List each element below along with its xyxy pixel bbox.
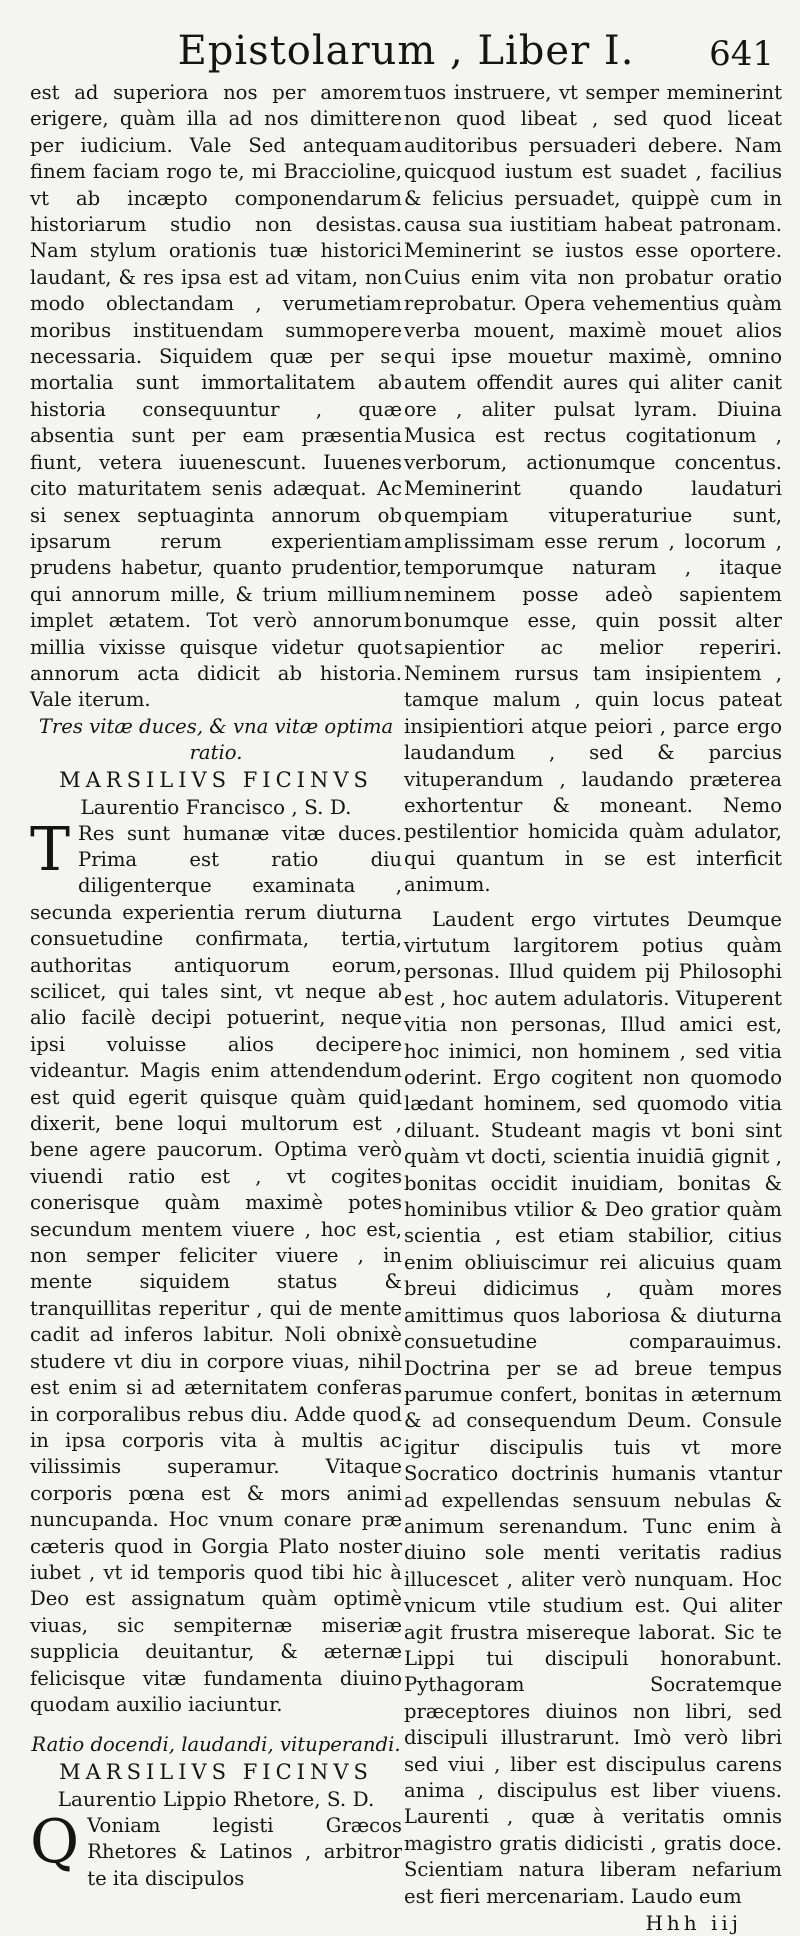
letter-continuation: est ad superiora nos per amorem erigere, quàm illa ad nos dimittere per iudicium. Vale Sed antequam finem faciam rogo te, mi Braccioline, vt ab incæpto componendarum historiarum studio non desistas. Nam stylum orationis tuæ historici laudant, & res ipsa est ad vitam, non modo oblectandam , verumetiam moribus instituendam summopere necessaria. Siquidem quæ per se mortalia sunt immortalitatem ab historia consequuntur , quæ absentia sunt per eam præsentia fiunt, vetera iuuenescunt. Iuuenes cito maturitatem senis adæquat. Ac si senex septuaginta annorum ob ipsarum rerum experientiam prudens habetur, quanto prudentior, qui annorum mille, & trium millium implet ætatem. Tot verò annorum millia vixisse quisque videtur quot annorum acta didicit ab historia. Vale iterum. <box>30 81 402 712</box>
right-column <box>404 80 782 1936</box>
letter1-recipient: Laurentio Francisco , S. D. <box>80 794 352 819</box>
right-paragraph-2: Laudent ergo virtutes Deumque virtutum largitorem potius quàm personas. Illud quidem pij Philosophi est , hoc autem adulatoris. Vituperent vitia non personas, Illud amici est, hoc inimici, non hominem , sed vitia oderint. Ergo cogitent non quomodo lædant hominem, sed quomodo vitia diluant. Studeant magis vt boni sint quàm vt docti, scientia inuidiā gignit , bonitas occidit inuidiam, bonitas & hominibus vtilior & Deo gratior quàm scientia , est etiam stabilior, citius enim obliuiscimur rei alicuius quam breui didicimus , quàm mores amittimus quos laboriosa & diuturna consuetudine comparauimus. Doctrina per se ad breue tempus parumue confert, bonitas in æternum & ad consequendum Deum. Consule igitur discipulis tuis vt more Socratico doctrinis humanis vtantur ad expellendas sensuum nebulas & animum serenandum. Tunc enim à diuino sole menti veritatis radius illucescet , aliter verò nunquam. Hoc vnicum vtile studium est. Qui aliter agit frustra misereque laborat. Sic te Lippi tui discipuli honorabunt. Pythagoram Socratemque præceptores diuinos non libri, sed discipuli illustrarunt. Imò verò libri sed viui , liber est discipulus carens anima , discipulus est liber viuens. Laurenti , quæ à veritatis omnis magistro gratis didicisti , gratis doce. Scientiam natura liberam nefarium est fieri mercenariam. Laudo eum <box>404 907 782 1908</box>
letter1-drop-cap: T <box>30 814 71 885</box>
left-column <box>30 80 402 1936</box>
running-head <box>30 14 782 80</box>
letter2-body-paragraph <box>30 1806 402 1892</box>
letter1-author: MARSILIVS FICINVS <box>59 767 373 792</box>
letter2-body: Voniam legisti Græcos Rhetores & Latinos , arbitror te ita discipulos <box>87 1813 402 1890</box>
letter2-drop-cap: Q <box>30 1806 80 1877</box>
letter1-heading: Tres vitæ duces, & vna vitæ optima ratio. <box>38 714 394 765</box>
letter2-recipient: Laurentio Lippio Rhetore, S. D. <box>57 1786 375 1811</box>
signature-mark: Hhh iij <box>645 1911 742 1936</box>
running-title: Epistolarum , Liber I. <box>177 28 635 74</box>
right-paragraph-1: tuos instruere, vt semper meminerint non quod libeat , sed quod liceat auditoribus persuaderi debere. Nam quicquod iustum est suadet , facilius & felicius persuadet, quippè cum in causa sua iustitiam habeat patronam. Meminerint se iustos esse oportere. Cuius enim vita non probatur oratio reprobatur. Opera vehementius quàm verba mouent, maximè mouet alios qui ipse mouetur maximè, omnino autem offendit aures qui aliter canit ore , aliter pulsat lyram. Diuina Musica est rectus cogitationum , verborum, actionumque concentus. Meminerint quando laudaturi quempiam vituperaturiue sunt, amplissimam esse rerum , locorum , temporumque naturam , itaque neminem posse adeò sapientem bonumque esse, quin possit alter sapientior ac melior reperiri. Neminem rursus tam insipientem , tamque malum , quin locus pateat insipientiori atque peiori , parce ergo laudandum , sed & parcius vituperandum , laudando præterea exhortentur & moneant. Nemo pestilentior homicida quàm adulator, qui quantum in se est interficit animum. <box>404 81 782 897</box>
letter1-body-paragraph <box>30 814 402 1719</box>
letter2-author: MARSILIVS FICINVS <box>59 1759 373 1784</box>
letter1-body: Res sunt humanæ vitæ duces. Prima est ratio diu diligenterque examinata , secunda experientia rerum diuturna consuetudine confirmata, tertia, authoritas antiquorum eorum, scilicet, qui tales sint, vt neque ab alio facilè decipi potuerint, neque ipsi voluisse alios decipere videantur. Magis enim attendendum est quid egerit quisque quàm quid dixerit, bene loqui multorum est , bene agere paucorum. Optima verò viuendi ratio est , vt cogites conerisque quàm maximè potes secundum mentem viuere , hoc est, non semper feliciter viuere , in mente siquidem status & tranquillitas reperitur , qui de mente cadit ad inferos labitur. Noli obnixè studere vt diu in corpore viuas, nihil est enim si ad æternitatem conferas in corporalibus rebus diu. Adde quod in ipsa corporis vita à multis ac vilissimis superamur. Vitaque corporis pœna est & mors animi nuncupanda. Hoc vnum conare præ cæteris quod in Gorgia Plato noster iubet , vt id temporis quod tibi hic à Deo est assignatum quàm optimè viuas, sic sempiternæ miseriæ supplicia deuitantur, & æternæ felicisque vitæ fundamenta diuino quodam auxilio iaciuntur. <box>30 821 402 1716</box>
page-number: 641 <box>709 34 774 74</box>
text-columns <box>30 80 782 1936</box>
letter2-heading: Ratio docendi, laudandi, vituperandi. <box>31 1733 401 1757</box>
